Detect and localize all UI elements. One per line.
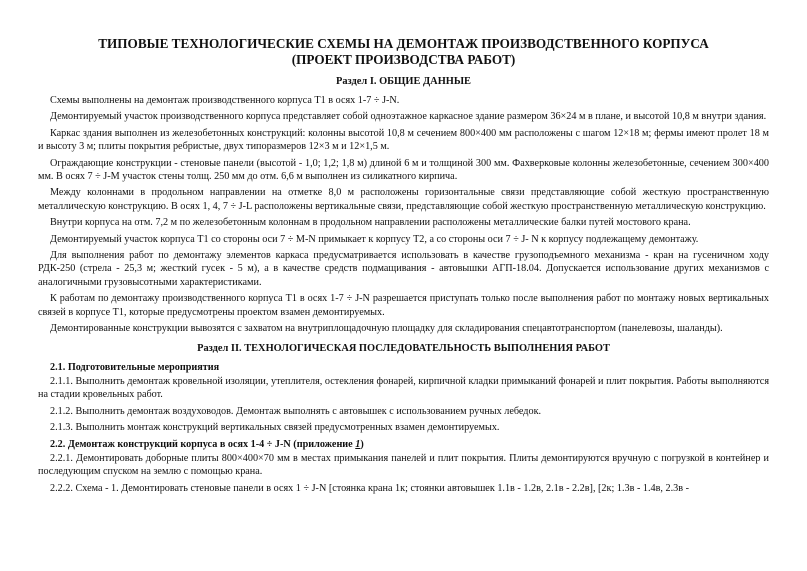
paragraph: Между колоннами в продольном направлении на отметке 8,0 м расположены горизонтальные связи представляющие собой жесткую пространственную металлическую конструкцию. В осях 1, 4, 7 ÷ J-L расположены вертикальные связи, представляющие собой жесткую пространственную металлическую конструкцию.: [38, 187, 769, 212]
document-title: [38, 36, 769, 68]
paragraph: 2.2.1. Демонтировать доборные плиты 800×400×70 мм в местах примыкания панелей и плит покрытия. Плиты демонтируются вручную с погрузкой в контейнер и последующим спуском на землю с помощью крана.: [38, 452, 769, 478]
paragraph: 2.1.3. Выполнить монтаж конструкций вертикальных связей предусмотренных взамен демонтируемых.: [50, 422, 500, 434]
paragraph: 2.1.1. Выполнить демонтаж кровельной изоляции, утеплителя, остекления фонарей, кирпичной кладки примыканий фонарей и плит покрытия. Работы выполняются на стадии кровельных работ.: [38, 375, 769, 401]
section-work-sequence: [38, 342, 769, 496]
document-title-line2: (ПРОЕКТ ПРОИЗВОДСТВА РАБОТ): [291, 52, 516, 67]
appendix-link[interactable]: 1: [355, 438, 361, 450]
subsection-heading-suffix: ): [360, 438, 364, 450]
paragraph: Демонтируемый участок корпуса Т1 со стороны оси 7 ÷ M-N примыкает к корпусу Т2, а со стороны оси 7 ÷ J- N к корпусу подлежащему демонтажу.: [50, 233, 699, 245]
subsection-heading: 2.1. Подготовительные мероприятия: [50, 361, 220, 373]
paragraph: 2.1.2. Выполнить демонтаж воздуховодов. Демонтаж выполнять с автовышек с использованием ручных лебедок.: [50, 405, 542, 417]
subsection-heading: [38, 438, 769, 451]
section-general-data: [38, 75, 769, 336]
paragraph: 2.2.2. Схема - 1. Демонтировать стеновые панели в осях 1 ÷ J-N [стоянка крана 1к; стоянки автовышек 1.1в - 1.2в, 2.1в - 2.2в], [2к; 1.3в - 1.4в, 2.3в -: [50, 482, 690, 494]
paragraph: Каркас здания выполнен из железобетонных конструкций: колонны высотой 10,8 м сечением 800×400 мм расположены с шагом 12×18 м; фермы имеют пролет 18 м и высоту 3 м; плиты покрытия ребристые, двух типоразмеров 12×3 м и 12×1,5 м.: [38, 127, 769, 153]
paragraph: Демонтированные конструкции вывозятся с захватом на внутриплощадочную площадку для складирования спецавтотранспортом (панелевозы, шаланды).: [50, 323, 723, 335]
paragraph: Схемы выполнены на демонтаж производственного корпуса Т1 в осях 1-7 ÷ J-N.: [50, 95, 400, 106]
paragraph: Демонтируемый участок производственного корпуса представляет собой одноэтажное каркасное здание размером 36×24 м в плане, и высотой 10,8 м внутри здания.: [50, 111, 767, 123]
section-heading: Раздел II. ТЕХНОЛОГИЧЕСКАЯ ПОСЛЕДОВАТЕЛЬНОСТЬ ВЫПОЛНЕНИЯ РАБОТ: [197, 342, 610, 354]
paragraph: Для выполнения работ по демонтажу элементов каркаса предусматривается использовать в качестве грузоподъемного механизма - кран на гусеничном ходу РДК-250 (стрела - 25,3 м; жесткий гусек - 5 м), а в качестве средств подмащивания - автовышки АГП-18.04. Допускается использование других механизмов с аналогичными грузовысотными характеристиками.: [38, 250, 769, 288]
paragraph: Внутри корпуса на отм. 7,2 м по железобетонным колоннам в продольном направлении расположены металлические балки путей мостового крана.: [50, 217, 691, 229]
paragraph: К работам по демонтажу производственного корпуса Т1 в осях 1-7 ÷ J-N разрешается приступать только после выполнения работ по монтажу новых вертикальных связей в корпусе Т1, которые предусмотрены проектом взамен демонтируемых.: [38, 293, 769, 318]
document-title-line1: ТИПОВЫЕ ТЕХНОЛОГИЧЕСКИЕ СХЕМЫ НА ДЕМОНТАЖ ПРОИЗВОДСТВЕННОГО КОРПУСА: [98, 36, 709, 51]
paragraph: Ограждающие конструкции - стеновые панели (высотой - 1,0; 1,2; 1,8 м) длиной 6 м и толщиной 300 мм. Фахверковые колонны железобетонные, сечением 300×400 мм. В осях 7 ÷ J-M участок стены толщ. 250 мм до отм. 6,6 м выполнен из силикатного кирпича.: [38, 157, 769, 183]
subsection-heading-text: 2.2. Демонтаж конструкций корпуса в осях 1-4 ÷ J-N (приложение: [50, 438, 356, 450]
section-heading: Раздел I. ОБЩИЕ ДАННЫЕ: [336, 76, 471, 87]
